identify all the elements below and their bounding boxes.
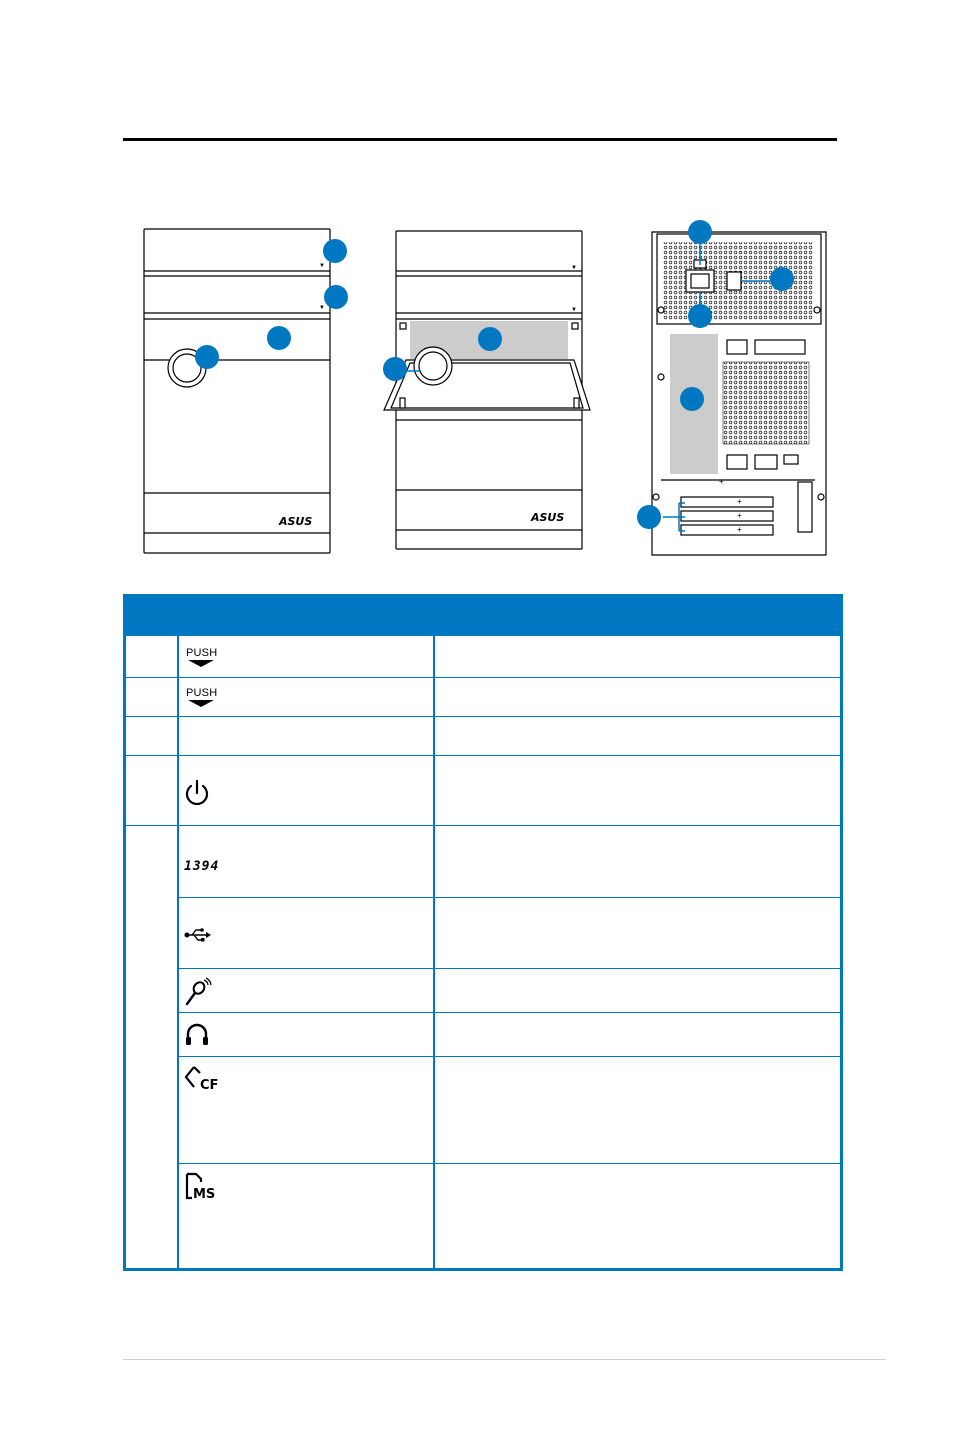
svg-text:▼: ▼ [319, 263, 325, 269]
svg-text:+: + [719, 477, 724, 486]
ieee1394-icon: 1394 [184, 859, 220, 874]
front-view-open [384, 231, 590, 549]
svg-text:+: + [737, 511, 742, 520]
top-rule [123, 138, 837, 141]
callout-front-3 [267, 326, 291, 350]
callout-open-1 [478, 327, 502, 351]
callout-front-1 [323, 239, 347, 263]
push-icon: PUSH [186, 687, 217, 707]
callout-rear-2 [770, 267, 794, 291]
svg-text:CF: CF [200, 1078, 219, 1093]
front-view-closed [144, 229, 330, 553]
power-icon [184, 779, 210, 807]
table-header [126, 597, 840, 636]
callout-open-2 [383, 357, 407, 381]
svg-text:▼: ▼ [571, 307, 577, 313]
callout-rear-5 [637, 505, 661, 529]
callout-rear-1 [688, 220, 712, 244]
callout-front-2 [324, 285, 348, 309]
svg-text:▼: ▼ [319, 305, 325, 311]
front-brand-logo: ASUS [279, 515, 313, 528]
callout-rear-4 [680, 387, 704, 411]
svg-text:ASUS: ASUS [531, 511, 565, 524]
rear-view [652, 232, 826, 555]
ms-card-icon [184, 1172, 224, 1202]
push-icon: PUSH [186, 647, 217, 667]
footer-rule [123, 1359, 886, 1360]
svg-text:+: + [737, 497, 742, 506]
callout-rear-3 [688, 304, 712, 328]
chassis-figure [123, 220, 837, 565]
headphone-icon [184, 1022, 210, 1048]
cf-card-icon [184, 1065, 224, 1093]
svg-text:▼: ▼ [571, 265, 577, 271]
callout-front-4 [195, 345, 219, 369]
svg-text:MS: MS [193, 1187, 216, 1202]
svg-text:+: + [737, 525, 742, 534]
usb-icon [184, 927, 212, 943]
microphone-icon [184, 977, 212, 1007]
features-table [123, 594, 843, 1271]
